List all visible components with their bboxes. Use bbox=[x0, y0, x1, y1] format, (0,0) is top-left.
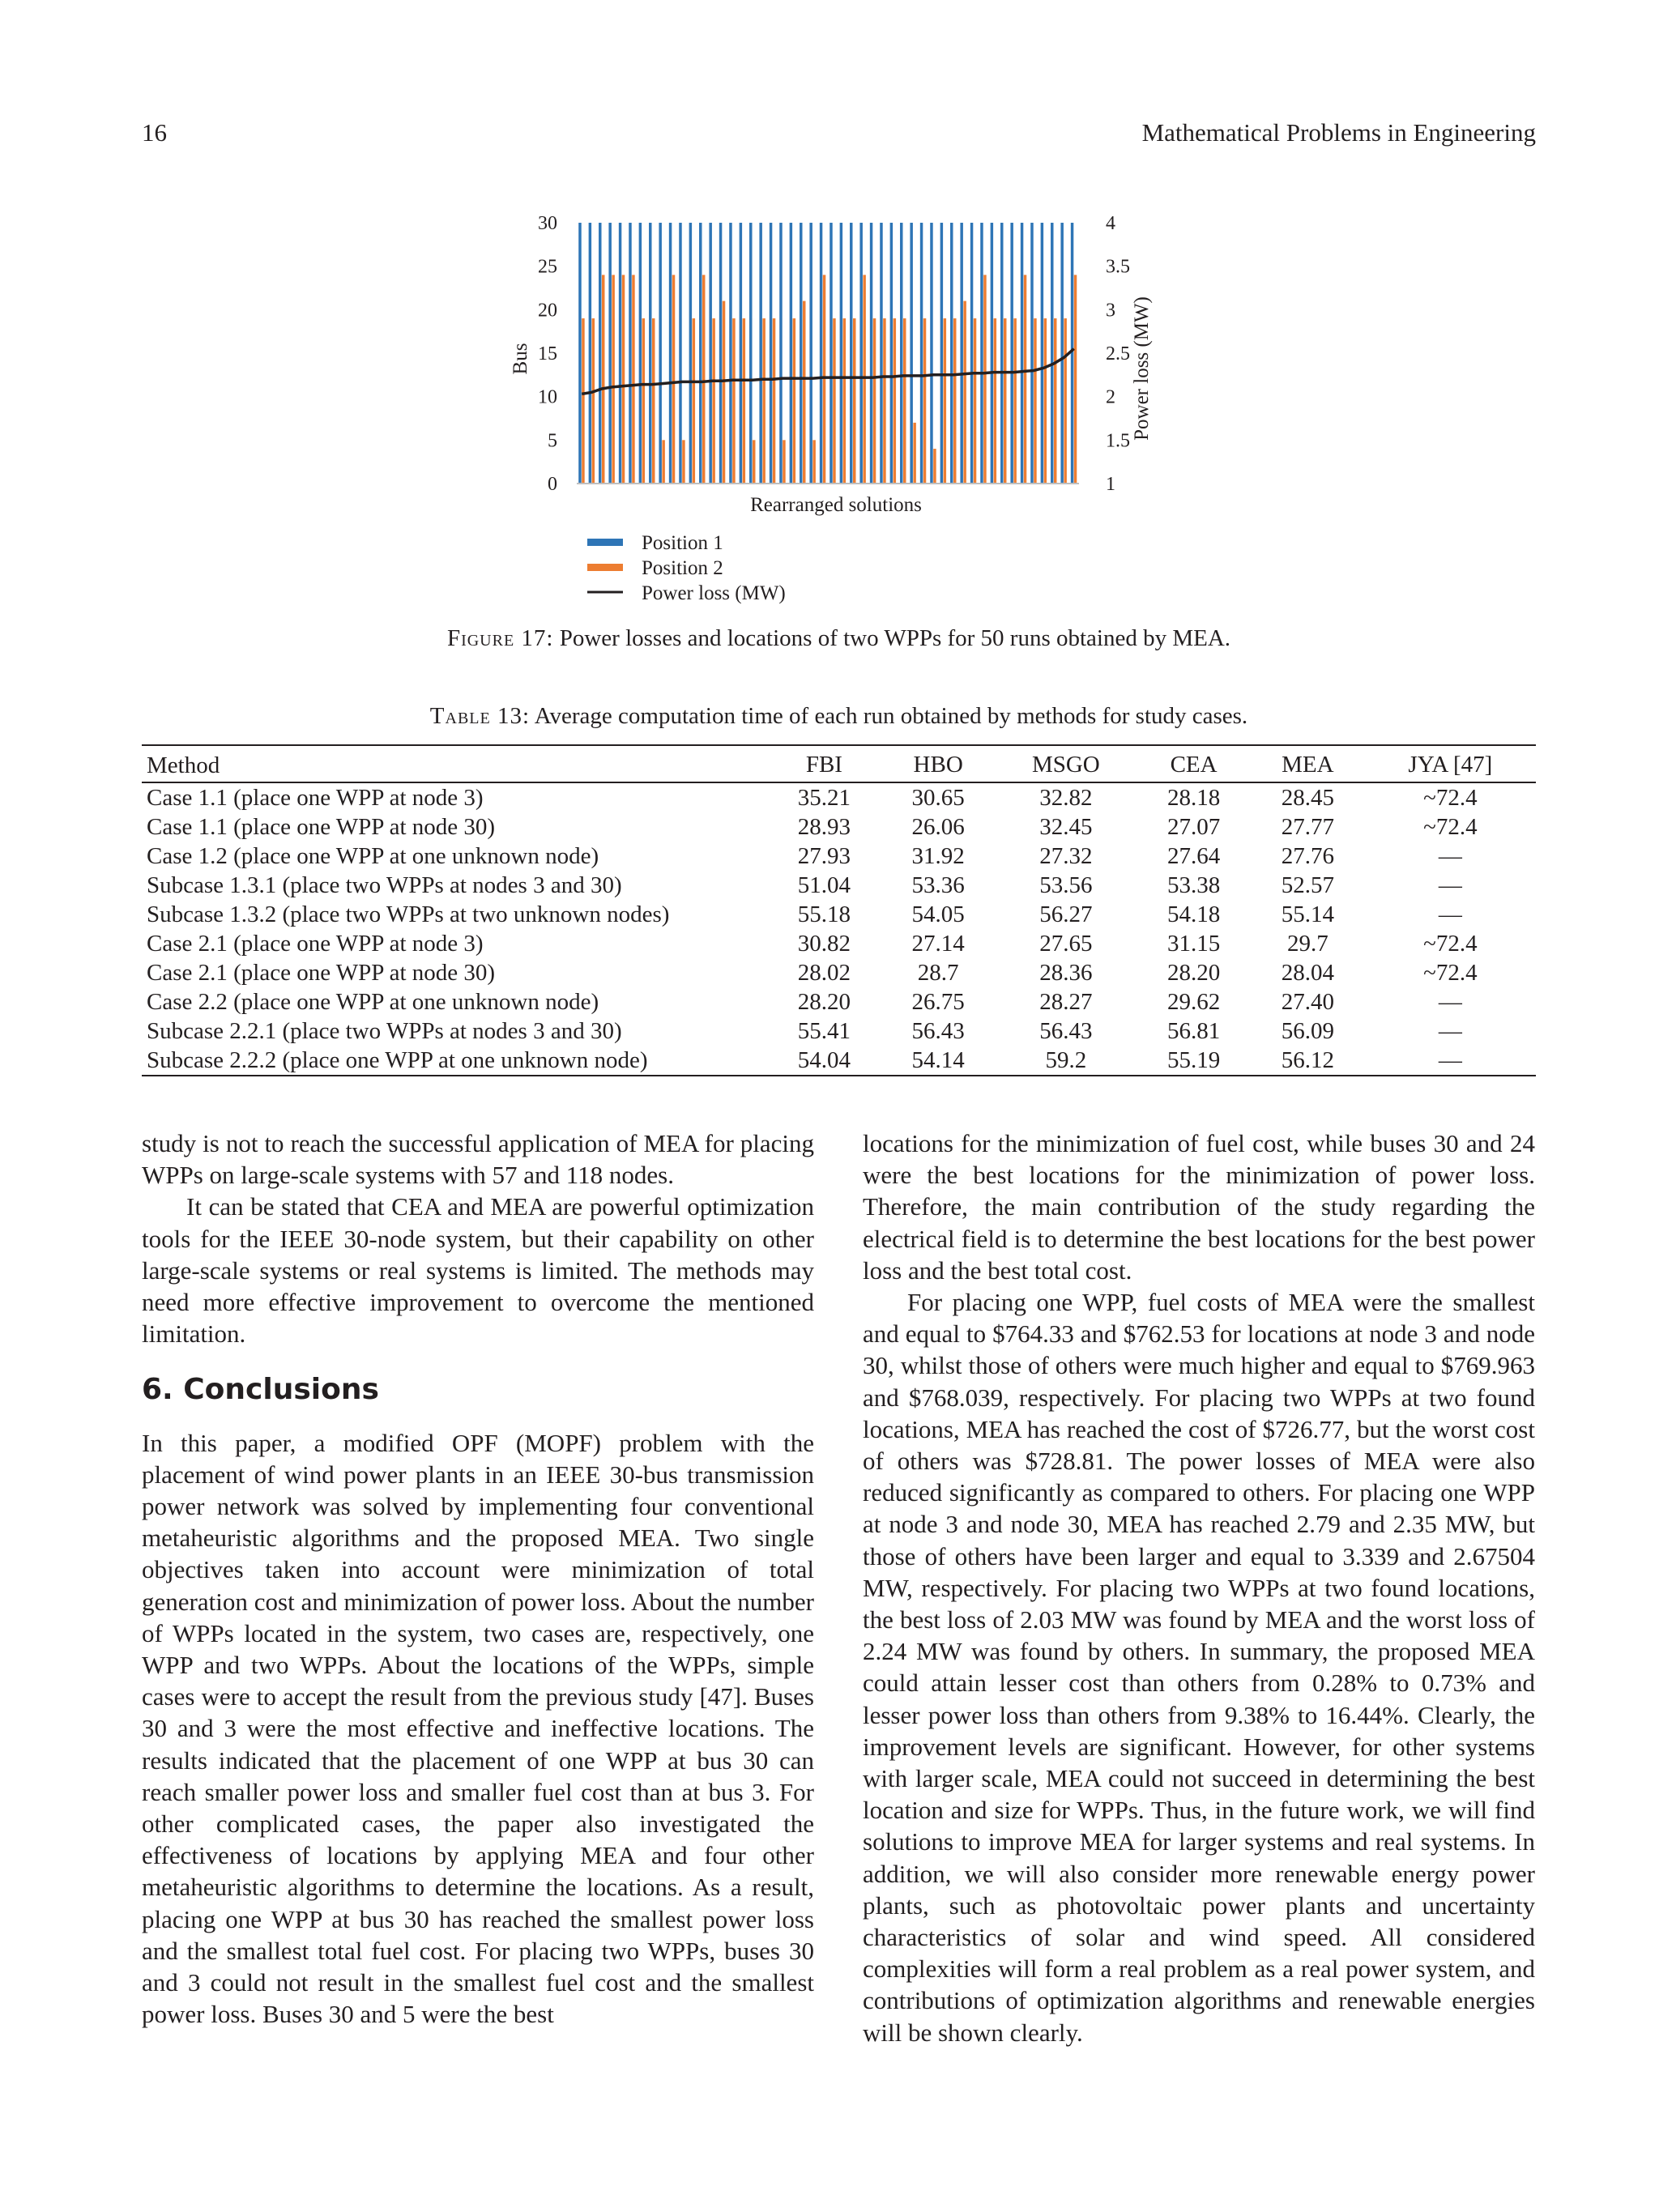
cell-fbi: 28.02 bbox=[797, 960, 851, 986]
computation-time-table bbox=[142, 744, 1536, 1076]
bar-position-2 bbox=[662, 440, 664, 484]
bar-position-1 bbox=[809, 223, 812, 484]
bar-position-1 bbox=[930, 223, 932, 484]
paragraph: locations for the minimization of fuel cost, while buses 30 and 24 were the best locations for the minimization of power loss. Therefore, the main contribution of the study regarding the electrical field is to determine the best locations for the best power loss and the best total cost. bbox=[863, 1129, 1535, 1285]
bar-position-1 bbox=[1030, 223, 1033, 484]
bar-position-1 bbox=[689, 223, 692, 484]
bar-position-1 bbox=[1000, 223, 1003, 484]
journal-title: Mathematical Problems in Engineering bbox=[1141, 118, 1536, 147]
cell-jya: ~72.4 bbox=[1423, 814, 1478, 840]
y-tick-label: 25 bbox=[538, 256, 557, 278]
bar-position-2 bbox=[693, 318, 695, 484]
cell-hbo: 26.06 bbox=[911, 814, 965, 840]
bar-position-2 bbox=[903, 318, 906, 484]
col-header-method: Method bbox=[147, 752, 220, 778]
bar-position-1 bbox=[759, 223, 761, 484]
table-caption bbox=[142, 703, 1536, 730]
table-row bbox=[142, 782, 1536, 812]
cell-hbo: 53.36 bbox=[911, 872, 965, 898]
bar-position-1 bbox=[669, 223, 672, 484]
cell-method: Subcase 2.2.2 (place one WPP at one unknown node) bbox=[147, 1047, 648, 1073]
cell-msgo: 56.27 bbox=[1039, 901, 1093, 927]
bar-position-1 bbox=[719, 223, 722, 484]
cell-cea: 27.07 bbox=[1166, 814, 1221, 840]
y2-axis-label: Power loss (MW) bbox=[1131, 296, 1153, 441]
col-header-hbo: HBO bbox=[913, 751, 963, 778]
bar-position-1 bbox=[920, 223, 923, 484]
table-row bbox=[142, 987, 1536, 1016]
cell-fbi: 54.04 bbox=[797, 1047, 851, 1073]
bar-position-1 bbox=[950, 223, 953, 484]
legend-label-position-2: Position 2 bbox=[642, 557, 723, 579]
bar-position-2 bbox=[793, 318, 795, 484]
left-axis-ticks bbox=[538, 213, 557, 495]
cell-fbi: 55.41 bbox=[797, 1018, 851, 1044]
bar-position-1 bbox=[770, 223, 772, 484]
bar-position-1 bbox=[980, 223, 983, 484]
cell-mea: 29.7 bbox=[1286, 931, 1328, 957]
bar-position-2 bbox=[602, 275, 604, 484]
cell-hbo: 26.75 bbox=[911, 989, 965, 1015]
cell-jya: — bbox=[1438, 872, 1462, 898]
bar-position-2 bbox=[843, 318, 846, 484]
cell-hbo: 30.65 bbox=[911, 785, 965, 811]
bar-position-1 bbox=[699, 223, 702, 484]
col-header-mea: MEA bbox=[1282, 751, 1334, 778]
left-column bbox=[142, 1127, 814, 2030]
cell-cea: 29.62 bbox=[1166, 989, 1221, 1015]
bar-position-2 bbox=[1044, 318, 1047, 484]
cell-method: Subcase 2.2.1 (place two WPPs at nodes 3 and 30) bbox=[147, 1018, 622, 1044]
y-tick-label: 20 bbox=[538, 300, 557, 322]
cell-fbi: 27.93 bbox=[797, 843, 851, 869]
y-axis-label: Bus bbox=[510, 343, 531, 375]
y-tick-label: 30 bbox=[538, 213, 557, 234]
table-row bbox=[142, 1016, 1536, 1046]
cell-cea: 56.81 bbox=[1166, 1018, 1221, 1044]
chart-loss-line-group bbox=[582, 349, 1074, 394]
cell-mea: 28.45 bbox=[1281, 785, 1334, 811]
bar-position-2 bbox=[883, 318, 885, 484]
bar-position-2 bbox=[873, 318, 876, 484]
bar-position-2 bbox=[983, 275, 986, 484]
col-header-cea: CEA bbox=[1170, 751, 1218, 778]
cell-cea: 55.19 bbox=[1166, 1047, 1221, 1073]
figure-caption-text: Power losses and locations of two WPPs for 50 runs obtained by MEA. bbox=[559, 625, 1231, 651]
bar-position-1 bbox=[840, 223, 842, 484]
paragraph: It can be stated that CEA and MEA are powerful optimization tools for the IEEE 30-node system, but their capability on other large-scale systems or real systems is limited. The methods may need more effective improvement to overcome the mentioned limitation. bbox=[142, 1192, 814, 1349]
bar-position-1 bbox=[578, 223, 581, 484]
table-row bbox=[142, 842, 1536, 871]
bar-position-2 bbox=[833, 318, 835, 484]
bar-position-1 bbox=[859, 223, 862, 484]
cell-cea: 54.18 bbox=[1166, 901, 1221, 927]
bar-position-2 bbox=[923, 318, 926, 484]
bar-position-2 bbox=[933, 449, 936, 484]
bar-position-1 bbox=[599, 223, 601, 484]
bar-position-1 bbox=[1010, 223, 1013, 484]
cell-hbo: 28.7 bbox=[917, 960, 959, 986]
cell-method: Case 1.1 (place one WPP at node 3) bbox=[147, 785, 484, 811]
paragraph: For placing one WPP, fuel costs of MEA were the smallest and equal to $764.33 and $762.53 for locations at node 3 and node 30, whilst those of others were much higher and equal to $769.963 and $768.039, respectively. For placing two WPPs at two found locations, MEA has reached the cost of $726.77, but the worst cost of others was $728.81. The power losses of MEA were also reduced significantly as compared to others. For placing one WPP at node 3 and node 30, MEA has reached 2.79 and 2.35 MW, but those of others have been larger and equal to 3.339 and 2.67504 MW, respectively. For placing two WPPs at two found locations, the best loss of 2.03 MW was found by MEA and the worst loss of 2.24 MW was found by others. In summary, the proposed MEA could attain lesser cost than others from 0.28% to 0.73% and lesser power loss than others from 9.38% to 16.44%. Clearly, the improvement levels are significant. However, for other systems with larger scale, MEA could not succeed in determining the best location and size for WPPs. Thus, in the future work, we will find solutions to improve MEA for larger systems and real systems. In addition, we will also consider more renewable energy power plants, such as photovoltaic power plants and uncertainty characteristics of solar and wind speed. All considered complexities will form a real problem as a real power system, and contributions of optimization algorithms and renewable energies will be shown clearly. bbox=[863, 1288, 1535, 2047]
bar-position-2 bbox=[913, 423, 915, 484]
cell-cea: 31.15 bbox=[1166, 931, 1221, 957]
cell-msgo: 59.2 bbox=[1045, 1047, 1087, 1073]
cell-cea: 28.20 bbox=[1166, 960, 1221, 986]
cell-method: Case 2.1 (place one WPP at node 3) bbox=[147, 931, 484, 957]
table-label: Table 13: bbox=[429, 703, 531, 729]
bar-position-1 bbox=[800, 223, 802, 484]
cell-method: Subcase 1.3.2 (place two WPPs at two unknown nodes) bbox=[147, 901, 670, 927]
bar-position-1 bbox=[649, 223, 651, 484]
bar-position-1 bbox=[820, 223, 822, 484]
bar-position-2 bbox=[582, 318, 584, 484]
bar-position-1 bbox=[1051, 223, 1053, 484]
bar-position-1 bbox=[709, 223, 711, 484]
cell-msgo: 32.82 bbox=[1039, 785, 1093, 811]
col-header-fbi: FBI bbox=[805, 751, 842, 778]
bar-position-2 bbox=[762, 318, 765, 484]
cell-fbi: 35.21 bbox=[797, 785, 851, 811]
bar-position-2 bbox=[1024, 275, 1026, 484]
figure-17-chart bbox=[486, 198, 1183, 620]
bar-position-1 bbox=[960, 223, 962, 484]
bar-position-1 bbox=[619, 223, 621, 484]
bar-position-1 bbox=[790, 223, 792, 484]
bar-position-2 bbox=[753, 440, 755, 484]
cell-mea: 28.04 bbox=[1281, 960, 1334, 986]
cell-mea: 55.14 bbox=[1281, 901, 1334, 927]
cell-hbo: 27.14 bbox=[911, 931, 965, 957]
cell-msgo: 53.56 bbox=[1039, 872, 1093, 898]
cell-mea: 56.12 bbox=[1281, 1047, 1334, 1073]
chart-legend bbox=[587, 532, 786, 604]
bar-position-1 bbox=[940, 223, 943, 484]
bar-position-2 bbox=[1013, 318, 1016, 484]
cell-msgo: 27.32 bbox=[1039, 843, 1093, 869]
cell-mea: 52.57 bbox=[1281, 872, 1334, 898]
bar-position-1 bbox=[1041, 223, 1043, 484]
cell-hbo: 54.14 bbox=[911, 1047, 965, 1073]
cell-mea: 56.09 bbox=[1281, 1018, 1334, 1044]
bar-position-2 bbox=[853, 318, 855, 484]
bar-position-2 bbox=[743, 318, 745, 484]
bar-position-2 bbox=[863, 275, 865, 484]
bar-position-2 bbox=[682, 440, 684, 484]
y-tick-label: 0 bbox=[548, 474, 557, 495]
bar-position-2 bbox=[823, 275, 825, 484]
bar-position-2 bbox=[773, 318, 775, 484]
bar-position-2 bbox=[994, 318, 996, 484]
cell-method: Subcase 1.3.1 (place two WPPs at nodes 3 and 30) bbox=[147, 872, 622, 898]
bar-position-2 bbox=[974, 318, 976, 484]
cell-jya: — bbox=[1438, 1047, 1462, 1073]
bar-position-2 bbox=[642, 318, 645, 484]
table-caption-text: Average computation time of each run obtained by methods for study cases. bbox=[534, 703, 1248, 729]
cell-hbo: 56.43 bbox=[911, 1018, 965, 1044]
col-header-jya: JYA [47] bbox=[1408, 751, 1493, 778]
cell-hbo: 54.05 bbox=[911, 901, 965, 927]
y2-tick-label: 1.5 bbox=[1106, 430, 1130, 452]
bar-position-2 bbox=[1004, 318, 1006, 484]
paragraph: study is not to reach the successful application of MEA for placing WPPs on large-scale systems with 57 and 118 nodes. bbox=[142, 1129, 814, 1190]
cell-cea: 53.38 bbox=[1166, 872, 1221, 898]
section-heading-conclusions: 6. Conclusions bbox=[142, 1373, 379, 1407]
bar-position-1 bbox=[629, 223, 631, 484]
bar-position-2 bbox=[783, 440, 785, 484]
bar-position-2 bbox=[612, 275, 614, 484]
bar-position-1 bbox=[740, 223, 742, 484]
cell-fbi: 51.04 bbox=[797, 872, 851, 898]
bar-position-1 bbox=[830, 223, 832, 484]
bar-position-1 bbox=[910, 223, 912, 484]
bar-position-2 bbox=[652, 318, 655, 484]
cell-method: Case 1.1 (place one WPP at node 30) bbox=[147, 814, 496, 840]
cell-mea: 27.40 bbox=[1281, 989, 1334, 1015]
y-tick-label: 5 bbox=[548, 430, 557, 452]
table-row bbox=[142, 929, 1536, 958]
table-row bbox=[142, 1046, 1536, 1076]
bar-position-1 bbox=[900, 223, 902, 484]
figure-label: Figure 17: bbox=[446, 625, 554, 651]
y-tick-label: 15 bbox=[538, 343, 557, 364]
y2-tick-label: 2 bbox=[1106, 386, 1115, 408]
figure-caption bbox=[142, 625, 1536, 652]
cell-msgo: 56.43 bbox=[1039, 1018, 1093, 1044]
table-row bbox=[142, 812, 1536, 842]
bar-position-2 bbox=[963, 301, 966, 484]
bar-position-2 bbox=[632, 275, 634, 484]
col-header-msgo: MSGO bbox=[1031, 751, 1100, 778]
bar-position-1 bbox=[729, 223, 731, 484]
cell-msgo: 28.27 bbox=[1039, 989, 1093, 1015]
table-header-row bbox=[142, 745, 1536, 782]
cell-jya: — bbox=[1438, 901, 1462, 927]
bar-position-1 bbox=[970, 223, 973, 484]
bar-position-2 bbox=[732, 318, 735, 484]
bar-position-2 bbox=[953, 318, 956, 484]
x-axis-label: Rearranged solutions bbox=[750, 494, 922, 516]
paragraph: In this paper, a modified OPF (MOPF) problem with the placement of wind power plants in an IEEE 30-bus transmission power network was solved by implementing four conventional metaheuristic algorithms and the proposed MEA. Two single objectives taken into account were minimization of total generation cost and minimization of power loss. About the number of WPPs located in the system, two cases are, respectively, one WPP and two WPPs. About the locations of the WPPs, simple cases were to accept the result from the previous study [47]. Buses 30 and 3 were the most effective and ineffective locations. The results indicated that the placement of one WPP at bus 30 can reach smaller power loss and smaller fuel cost than at bus 3. For other complicated cases, the paper also investigated the effectiveness of locations by applying MEA and four other metaheuristic algorithms to determine the locations. As a result, placing one WPP at bus 30 has reached the smallest power loss and the smallest total fuel cost. For placing two WPPs, buses 30 and 3 could not result in the smallest fuel cost and the smallest power loss. Buses 30 and 5 were the best bbox=[142, 1428, 814, 2029]
bar-position-1 bbox=[779, 223, 782, 484]
legend-swatch-position-2 bbox=[587, 564, 623, 571]
cell-method: Case 2.2 (place one WPP at one unknown node) bbox=[147, 989, 599, 1015]
bar-position-2 bbox=[944, 318, 946, 484]
cell-msgo: 27.65 bbox=[1039, 931, 1093, 957]
cell-fbi: 28.20 bbox=[797, 989, 851, 1015]
bar-position-1 bbox=[679, 223, 681, 484]
bar-position-2 bbox=[893, 318, 896, 484]
y-tick-label: 10 bbox=[538, 386, 557, 408]
page-number: 16 bbox=[142, 118, 167, 147]
power-loss-line bbox=[582, 349, 1074, 394]
legend-swatch-position-1 bbox=[587, 539, 623, 546]
chart-bars bbox=[578, 223, 1077, 484]
cell-fbi: 28.93 bbox=[797, 814, 851, 840]
cell-jya: ~72.4 bbox=[1423, 785, 1478, 811]
cell-fbi: 30.82 bbox=[797, 931, 851, 957]
bar-position-2 bbox=[702, 275, 705, 484]
bar-position-2 bbox=[712, 318, 714, 484]
bar-position-1 bbox=[890, 223, 893, 484]
cell-method: Case 1.2 (place one WPP at one unknown node) bbox=[147, 843, 599, 869]
cell-msgo: 28.36 bbox=[1039, 960, 1093, 986]
bar-position-1 bbox=[870, 223, 872, 484]
bar-position-1 bbox=[1021, 223, 1023, 484]
cell-msgo: 32.45 bbox=[1039, 814, 1093, 840]
bar-position-1 bbox=[749, 223, 752, 484]
y2-tick-label: 3.5 bbox=[1106, 256, 1130, 278]
y2-tick-label: 2.5 bbox=[1106, 343, 1130, 364]
bar-position-2 bbox=[1064, 318, 1066, 484]
bar-position-2 bbox=[1074, 275, 1077, 484]
y2-tick-label: 4 bbox=[1106, 213, 1115, 234]
cell-hbo: 31.92 bbox=[911, 843, 965, 869]
bar-position-1 bbox=[1071, 223, 1073, 484]
bar-position-2 bbox=[1034, 318, 1036, 484]
cell-cea: 27.64 bbox=[1166, 843, 1221, 869]
bar-position-1 bbox=[639, 223, 642, 484]
bar-position-1 bbox=[850, 223, 852, 484]
bar-position-1 bbox=[880, 223, 882, 484]
cell-jya: ~72.4 bbox=[1423, 960, 1478, 986]
bar-position-2 bbox=[622, 275, 625, 484]
legend-label-position-1: Position 1 bbox=[642, 532, 723, 554]
cell-jya: ~72.4 bbox=[1423, 931, 1478, 957]
cell-jya: — bbox=[1438, 989, 1462, 1015]
bar-position-2 bbox=[803, 301, 805, 484]
cell-fbi: 55.18 bbox=[797, 901, 851, 927]
cell-mea: 27.76 bbox=[1281, 843, 1334, 869]
bar-position-1 bbox=[608, 223, 611, 484]
bar-position-1 bbox=[659, 223, 661, 484]
cell-jya: — bbox=[1438, 1018, 1462, 1044]
bar-position-2 bbox=[672, 275, 675, 484]
table-row bbox=[142, 900, 1536, 929]
cell-method: Case 2.1 (place one WPP at node 30) bbox=[147, 960, 496, 986]
cell-jya: — bbox=[1438, 843, 1462, 869]
bar-position-1 bbox=[589, 223, 591, 484]
bar-position-1 bbox=[991, 223, 993, 484]
cell-cea: 28.18 bbox=[1166, 785, 1221, 811]
y2-tick-label: 1 bbox=[1106, 474, 1115, 495]
bar-position-2 bbox=[812, 440, 815, 484]
y2-tick-label: 3 bbox=[1106, 300, 1115, 322]
bar-position-1 bbox=[1060, 223, 1063, 484]
table-row bbox=[142, 958, 1536, 987]
legend-label-power-loss: Power loss (MW) bbox=[642, 582, 786, 604]
cell-mea: 27.77 bbox=[1281, 814, 1334, 840]
bar-position-2 bbox=[723, 301, 725, 484]
bar-position-2 bbox=[1054, 318, 1056, 484]
right-axis-ticks bbox=[1106, 213, 1130, 495]
right-column bbox=[863, 1127, 1535, 2048]
bar-position-2 bbox=[592, 318, 595, 484]
table-row bbox=[142, 871, 1536, 900]
